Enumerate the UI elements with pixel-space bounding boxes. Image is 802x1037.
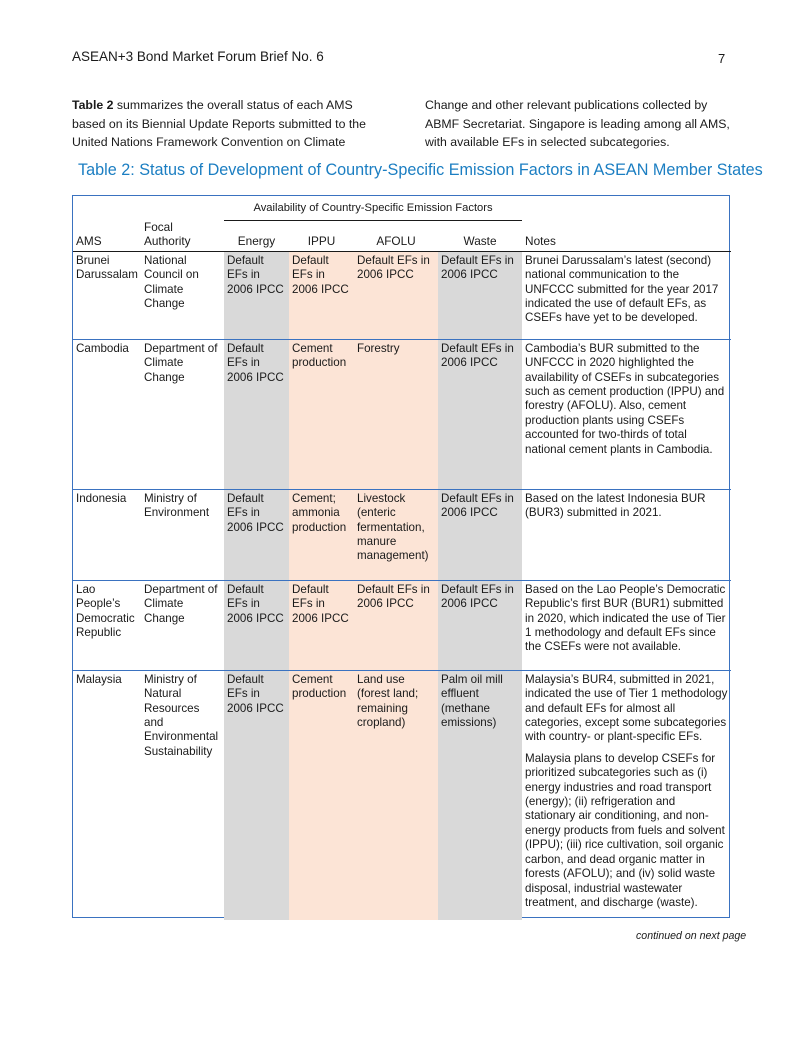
table-row bbox=[73, 580, 731, 670]
cell-notes bbox=[522, 339, 731, 489]
cell-ams: Indonesia bbox=[76, 491, 127, 505]
cell-focal-authority: National Council on Climate Change bbox=[144, 253, 199, 311]
group-header-availability: Availability of Country-Specific Emission Factors bbox=[224, 196, 522, 220]
cell-waste: Default EFs in 2006 IPCC bbox=[438, 489, 522, 580]
table-row bbox=[73, 670, 731, 920]
continued-note: continued on next page bbox=[636, 930, 747, 942]
header-spacer bbox=[522, 196, 731, 220]
cell-focal-authority: Department of Climate Change bbox=[144, 582, 218, 625]
header-spacer bbox=[141, 196, 224, 220]
cell-ams: Brunei Darussalam bbox=[76, 253, 138, 282]
column-header-energy: Energy bbox=[237, 234, 276, 249]
intro-left-text: summarizes the overall status of each AMS based on its Biennial Update Reports submitted to the United Nations Framework Convention on Climate bbox=[72, 98, 366, 150]
running-header: ASEAN+3 Bond Market Forum Brief No. 6 bbox=[72, 49, 324, 64]
cell-notes bbox=[522, 670, 731, 920]
table-row bbox=[73, 489, 731, 580]
note-paragraph: Malaysia plans to develop CSEFs for prioritized subcategories such as (i) energy industries and road transport (energy); (ii) refrigeration and stationary air conditioning, and non-energy products from fuels and solvent (IPPU); (iii) rice cultivation, soil organic carbon, and dead organic matter in forests (AFOLU); and (iv) solid waste disposal, industrial wastewater treatment, and discharge (waste). bbox=[525, 751, 725, 909]
cell-focal-authority: Ministry of Environment bbox=[144, 491, 210, 520]
cell-waste: Default EFs in 2006 IPCC bbox=[438, 251, 522, 339]
table-title: Table 2: Status of Development of Country-Specific Emission Factors in ASEAN Member States bbox=[78, 161, 763, 179]
cell-notes bbox=[522, 580, 731, 670]
intro-paragraph-right: Change and other relevant publications collected by ABMF Secretariat. Singapore is leading among all AMS, with available EFs in selected subcategories. bbox=[425, 98, 730, 150]
cell-ippu: Default EFs in 2006 IPCC bbox=[289, 251, 354, 339]
cell-ams: Cambodia bbox=[76, 341, 129, 355]
cell-energy: Default EFs in 2006 IPCC bbox=[224, 489, 289, 580]
column-header-focal-authority: Focal Authority bbox=[144, 220, 191, 249]
cell-waste: Default EFs in 2006 IPCC bbox=[438, 339, 522, 489]
cell-afolu: Default EFs in 2006 IPCC bbox=[354, 251, 438, 339]
cell-energy: Default EFs in 2006 IPCC bbox=[224, 339, 289, 489]
note-paragraph: Based on the Lao People’s Democratic Republic’s first BUR (BUR1) submitted in 2020, which indicated the use of Tier 1 methodology and default EFs since the CSEFs were not available. bbox=[525, 582, 726, 654]
column-header-notes: Notes bbox=[525, 234, 556, 249]
cell-ams: Malaysia bbox=[76, 672, 122, 686]
table-row bbox=[73, 251, 731, 339]
note-paragraph: Malaysia’s BUR4, submitted in 2021, indicated the use of Tier 1 methodology and default EFs for almost all categories, except some subcategories with country- or plant-specific EFs. bbox=[525, 672, 728, 744]
cell-afolu: Livestock (enteric fermentation, manure management) bbox=[354, 489, 438, 580]
page-number: 7 bbox=[718, 51, 726, 66]
cell-ippu: Default EFs in 2006 IPCC bbox=[289, 580, 354, 670]
table-reference: Table 2 bbox=[72, 98, 114, 112]
cell-afolu: Land use (forest land; remaining cropland) bbox=[354, 670, 438, 920]
cell-ippu: Cement production bbox=[289, 670, 354, 920]
cell-waste: Default EFs in 2006 IPCC bbox=[438, 580, 522, 670]
cell-ams: Lao People’s Democratic Republic bbox=[76, 582, 135, 640]
table-row bbox=[73, 339, 731, 489]
column-header-ams: AMS bbox=[76, 234, 102, 249]
cell-energy: Default EFs in 2006 IPCC bbox=[224, 580, 289, 670]
column-header-ippu: IPPU bbox=[307, 234, 336, 249]
column-header-waste: Waste bbox=[463, 234, 497, 249]
cell-focal-authority: Department of Climate Change bbox=[144, 341, 218, 384]
cell-notes bbox=[522, 251, 731, 339]
cell-energy: Default EFs in 2006 IPCC bbox=[224, 670, 289, 920]
intro-paragraph-left bbox=[72, 96, 368, 152]
cell-afolu: Default EFs in 2006 IPCC bbox=[354, 580, 438, 670]
cell-notes bbox=[522, 489, 731, 580]
cell-waste: Palm oil mill effluent (methane emissions) bbox=[438, 670, 522, 920]
note-paragraph: Cambodia’s BUR submitted to the UNFCCC in 2020 highlighted the availability of CSEFs in subcategories such as cement production (IPPU) and forestry (AFOLU). Also, cement production plants using CSEFs accounted for two-thirds of total national cement plants in Cambodia. bbox=[525, 341, 725, 456]
cell-ippu: Cement; ammonia production bbox=[289, 489, 354, 580]
emission-factors-table bbox=[72, 195, 730, 918]
cell-energy: Default EFs in 2006 IPCC bbox=[224, 251, 289, 339]
note-paragraph: Based on the latest Indonesia BUR (BUR3) submitted in 2021. bbox=[525, 491, 706, 520]
cell-ippu: Cement production bbox=[289, 339, 354, 489]
header-spacer bbox=[73, 196, 141, 220]
cell-focal-authority: Ministry of Natural Resources and Environmental Sustainability bbox=[144, 672, 219, 758]
cell-afolu: Forestry bbox=[354, 339, 438, 489]
column-header-afolu: AFOLU bbox=[376, 234, 416, 249]
note-paragraph: Brunei Darussalam’s latest (second) national communication to the UNFCCC submitted for the year 2017 indicated the use of default EFs, as CSEFs have yet to be developed. bbox=[525, 253, 719, 325]
